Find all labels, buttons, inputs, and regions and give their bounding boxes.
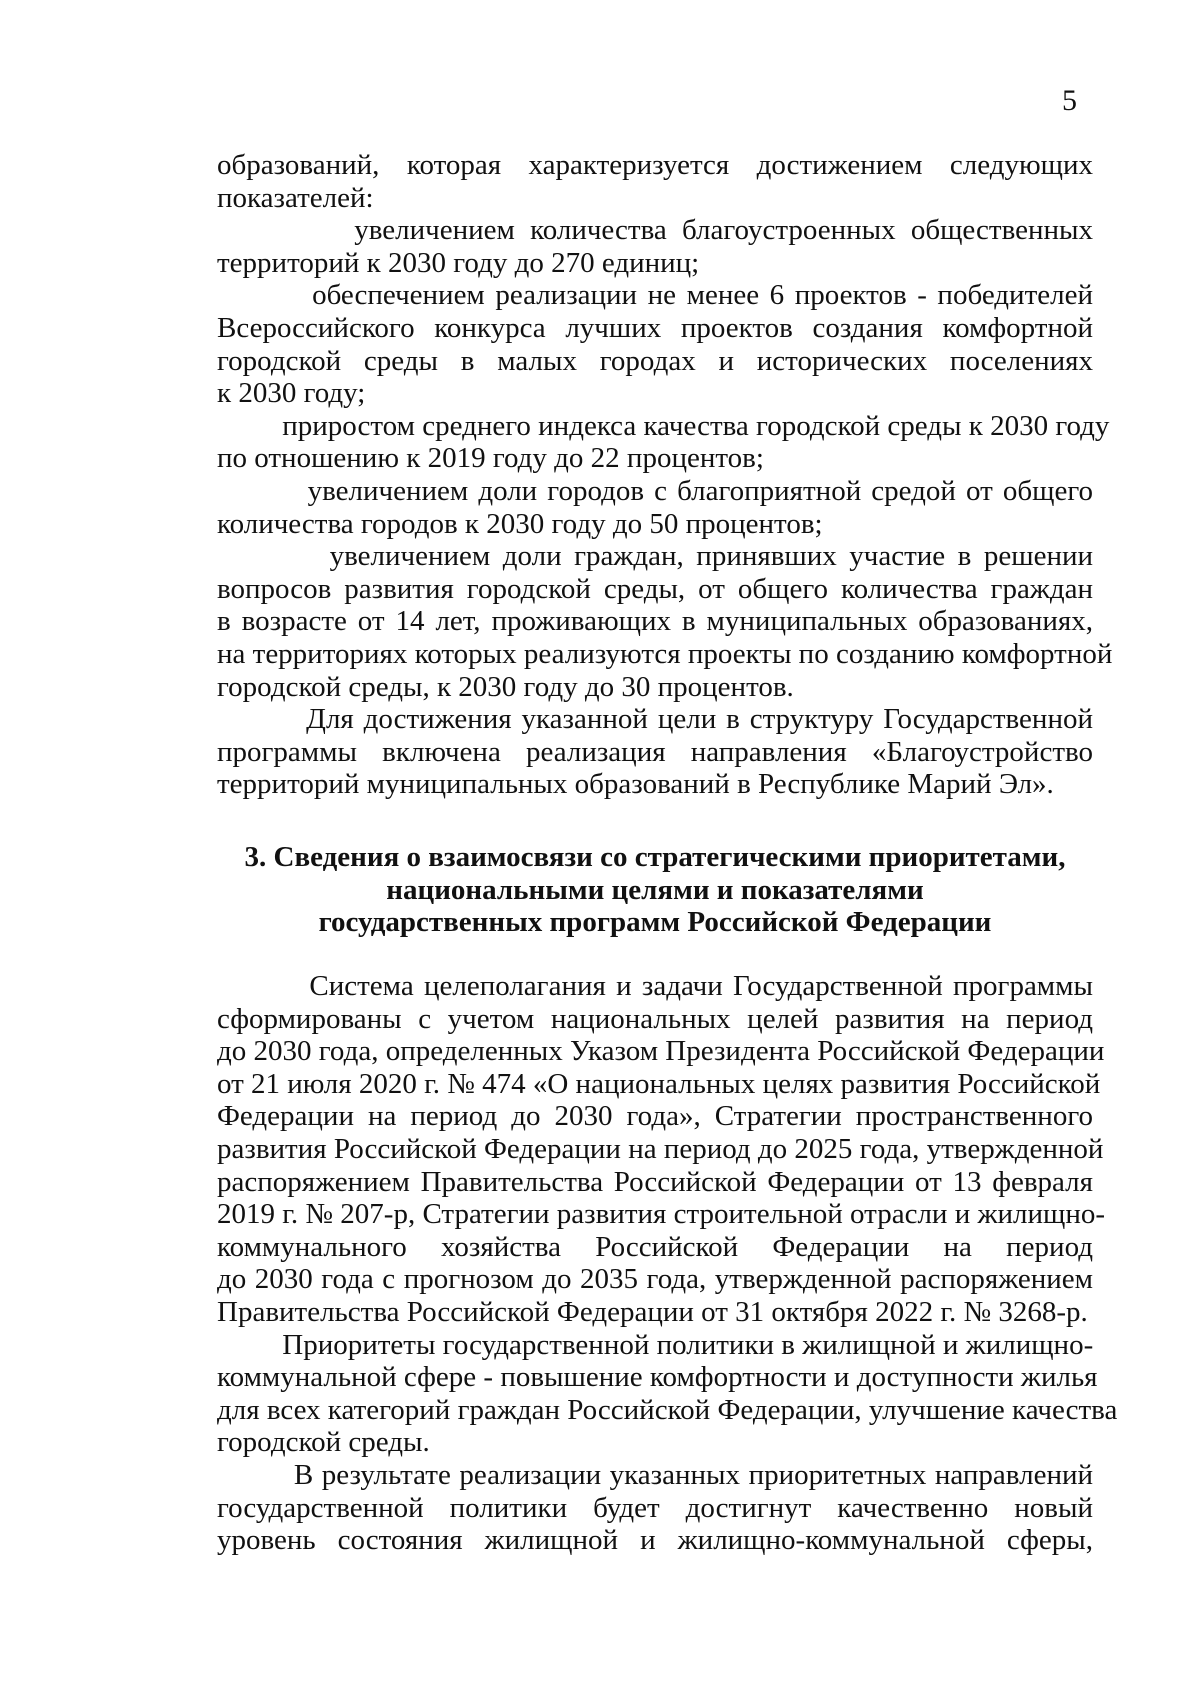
lower-paragraph-line: уровень состояния жилищной и жилищно-коммунальной сферы,	[217, 1524, 1093, 1557]
upper-paragraph-line: на территориях которых реализуются проекты по созданию комфортной	[217, 637, 1113, 670]
upper-paragraph-line: приростом среднего индекса качества городской среды к 2030 году	[217, 409, 1110, 442]
lower-paragraph-line: В результате реализации указанных приоритетных направлений	[217, 1458, 1093, 1491]
upper-paragraph-line: территорий муниципальных образований в Республике Марий Эл».	[217, 768, 1054, 801]
lower-paragraph-line: коммунальной сфере - повышение комфортности и доступности жилья	[217, 1361, 1098, 1394]
upper-paragraph-line: увеличением доли граждан, принявших участие в решении	[217, 540, 1093, 573]
upper-paragraph-line: образований, которая характеризуется достижением следующих	[217, 149, 1093, 181]
section-heading-line: 3. Сведения о взаимосвязи со стратегическими приоритетами,	[244, 841, 1066, 873]
section-heading-line: государственных программ Российской Федерации	[318, 906, 992, 939]
section-heading	[217, 841, 1093, 939]
lower-paragraph-line: до 2030 года, определенных Указом Президента Российской Федерации	[217, 1035, 1105, 1068]
lower-paragraph-line: Система целеполагания и задачи Государственной программы	[217, 970, 1093, 1002]
upper-paragraph-line: территорий к 2030 году до 270 единиц;	[217, 246, 700, 279]
lower-paragraph-line: развития Российской Федерации на период до 2025 года, утвержденной	[217, 1132, 1104, 1165]
lower-paragraph-line: 2019 г. № 207-р, Стратегии развития строительной отрасли и жилищно-	[217, 1198, 1106, 1231]
body-text-upper	[217, 149, 1113, 801]
lower-paragraph-line: государственной политики будет достигнут качественно новый	[217, 1491, 1093, 1524]
lower-paragraph-line: коммунального хозяйства Российской Федерации на период	[217, 1230, 1093, 1263]
upper-paragraph-line: Всероссийского конкурса лучших проектов создания комфортной	[217, 311, 1093, 344]
lower-paragraph-line: Федерации на период до 2030 года», Стратегии пространственного	[217, 1100, 1093, 1133]
upper-paragraph-line: к 2030 году;	[217, 377, 366, 410]
upper-paragraph-line: городской среды в малых городах и исторических поселениях	[217, 344, 1093, 377]
upper-paragraph-line: программы включена реализация направления «Благоустройство	[217, 735, 1093, 768]
page-number: 5	[1062, 84, 1077, 117]
upper-paragraph-line: городской среды, к 2030 году до 30 процентов.	[217, 670, 794, 703]
body-text-lower	[217, 970, 1118, 1557]
upper-paragraph-line: обеспечением реализации не менее 6 проектов - победителей	[217, 279, 1093, 312]
lower-paragraph-line: для всех категорий граждан Российской Федерации, улучшение качества	[217, 1393, 1118, 1426]
lower-paragraph-line: распоряжением Правительства Российской Федерации от 13 февраля	[217, 1165, 1093, 1198]
lower-paragraph-line: до 2030 года с прогнозом до 2035 года, утвержденной распоряжением	[217, 1263, 1093, 1296]
upper-paragraph-line: увеличением доли городов с благоприятной средой от общего	[217, 474, 1093, 507]
upper-paragraph-line: в возрасте от 14 лет, проживающих в муниципальных образованиях,	[217, 605, 1093, 638]
section-heading-line: национальными целями и показателями	[386, 873, 924, 906]
lower-paragraph-line: Приоритеты государственной политики в жилищной и жилищно-	[217, 1328, 1094, 1361]
lower-paragraph-line: городской среды.	[217, 1426, 430, 1459]
upper-paragraph-line: Для достижения указанной цели в структуру Государственной	[217, 703, 1093, 736]
upper-paragraph-line: по отношению к 2019 году до 22 процентов;	[217, 442, 764, 475]
upper-paragraph-line: количества городов к 2030 году до 50 процентов;	[217, 507, 823, 540]
lower-paragraph-line: от 21 июля 2020 г. № 474 «О национальных целях развития Российской	[217, 1067, 1101, 1100]
lower-paragraph-line: Правительства Российской Федерации от 31 октября 2022 г. № 3268-р.	[217, 1295, 1088, 1328]
upper-paragraph-line: увеличением количества благоустроенных общественных	[217, 214, 1093, 247]
upper-paragraph-line: вопросов развития городской среды, от общего количества граждан	[217, 572, 1093, 605]
lower-paragraph-line: сформированы с учетом национальных целей развития на период	[217, 1002, 1093, 1035]
upper-paragraph-line: показателей:	[217, 181, 374, 214]
